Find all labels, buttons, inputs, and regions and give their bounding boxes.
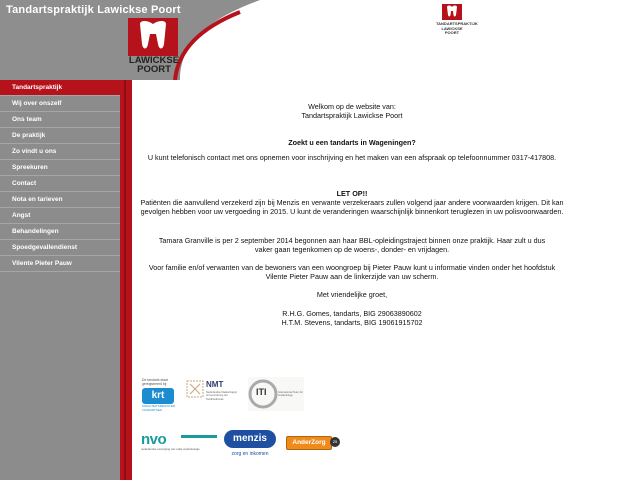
header [0,0,640,80]
nmt-sub: Nederlandse Maatschappij tot bevordering der Tandheelkunde [206,391,237,401]
sidebar-item-wij-over-onszelf[interactable]: Wij over onszelf [0,96,120,112]
sidebar-item-tandartspraktijk[interactable]: Tandartspraktijk [0,80,120,96]
menzis-label: menzis [224,430,276,448]
site-title: Tandartspraktijk Lawickse Poort [6,4,181,16]
signature-1: R.H.G. Gomes, tandarts, BIG 29063890602 [282,309,422,318]
krt-sub: KWALITEITSREGISTER TANDARTSEN [142,404,176,412]
iti-sub: International Team for Implantology [278,391,304,398]
logo-text [128,56,180,74]
sidebar-item-behandelingen[interactable]: Behandelingen [0,224,120,240]
iti-label: ITI [256,387,267,397]
family-text: Voor familie en/of verwanten van de bewoners van een woongroep bij Pieter Pauw kunt u informatie vinden onder het hoofdstuk Vilente Pieter Pauw aan de linkerzijde van uw scherm. [148,263,556,281]
nvoi-bar [181,435,217,438]
nvoi-label: nvo [141,431,167,448]
sidebar-item-spreekuren[interactable]: Spreekuren [0,160,120,176]
menzis-sub: zorg en inkomen [231,451,269,457]
sidebar-item-zo-vindt-u-ons[interactable]: Zo vindt u ons [0,144,120,160]
nvoi-logo[interactable] [141,432,217,454]
sidebar-item-nota-en-tarieven[interactable]: Nota en tarieven [0,192,120,208]
menzis-logo[interactable] [222,430,278,462]
red-stripe [120,80,132,480]
tamara-text: Tamara Granville is per 2 september 2014 begonnen aan haar BBL-opleidingstraject binnen onze praktijk. Haar zult u dus vaker gaan tegenkomen op de woens-, donder- en vrijdagen. [158,236,546,254]
let-op-heading: LET OP!! [336,189,368,198]
logo-line2: POORT [137,64,171,75]
nmt-symbol-icon [186,380,204,398]
sidebar-item-contact[interactable]: Contact [0,176,120,192]
anderzorg-logo[interactable] [286,436,338,450]
krt-label: krt [142,388,174,404]
signature-2: H.T.M. Stevens, tandarts, BIG 19061915702 [281,318,423,327]
nvoi-sub: nederlandse vereniging van orale implantologie [141,447,200,451]
sidebar-item-ons-team[interactable]: Ons team [0,112,120,128]
sidebar-item-spoedgevallendienst[interactable]: Spoedgevallendienst [0,240,120,256]
anderzorg-badge: 25 [330,437,340,447]
mini-logo-line3: POORT [444,30,460,35]
sidebar-item-angst[interactable]: Angst [0,208,120,224]
logo-line1: LAWICKSE [128,55,180,66]
anderzorg-label: AnderZorg [286,436,332,450]
nmt-label: NMT [206,380,224,389]
welcome-line-2: Tandartspraktijk Lawickse Poort [301,111,403,120]
iti-logo[interactable] [248,377,304,411]
sidebar-item-de-praktijk[interactable]: De praktijk [0,128,120,144]
krt-top-text: De tandarts staat geregistreerd bij [142,378,168,386]
main-content [132,102,572,327]
contact-text: U kunt telefonisch contact met ons opnemen voor inschrijving en het maken van een afspraak op telefoonnummer 0317-417808. [147,153,557,162]
let-op-text: Patiënten die aanvullend verzekerd zijn bij Menzis en verwante verzekeraars zullen volgend jaar andere voorwaarden krijgen. Dit kan gevolgen hebben voor uw vergoeding in 2015. U kunt de veranderingen waarschijnlijk binnenkort teruglezen in uw polisvoorwaarden. [140,198,564,216]
sidebar-item-vilente-pieter-pauw[interactable]: Vilente Pieter Pauw [0,256,120,272]
mini-logo-text [436,21,478,36]
red-stripe-inner [124,80,126,480]
mini-logo-line1: TANDARTSPRAKTIJK [436,21,478,26]
greeting: Met vriendelijke groet, [316,290,388,299]
sidebar-nav [0,80,120,480]
krt-logo[interactable] [142,378,180,412]
mini-logo-line2: LAWICKSE [441,25,463,31]
page-heading: Zoekt u een tandarts in Wageningen? [288,138,416,147]
nmt-logo[interactable] [186,378,242,414]
welcome-line-1: Welkom op de website van: [308,102,396,111]
